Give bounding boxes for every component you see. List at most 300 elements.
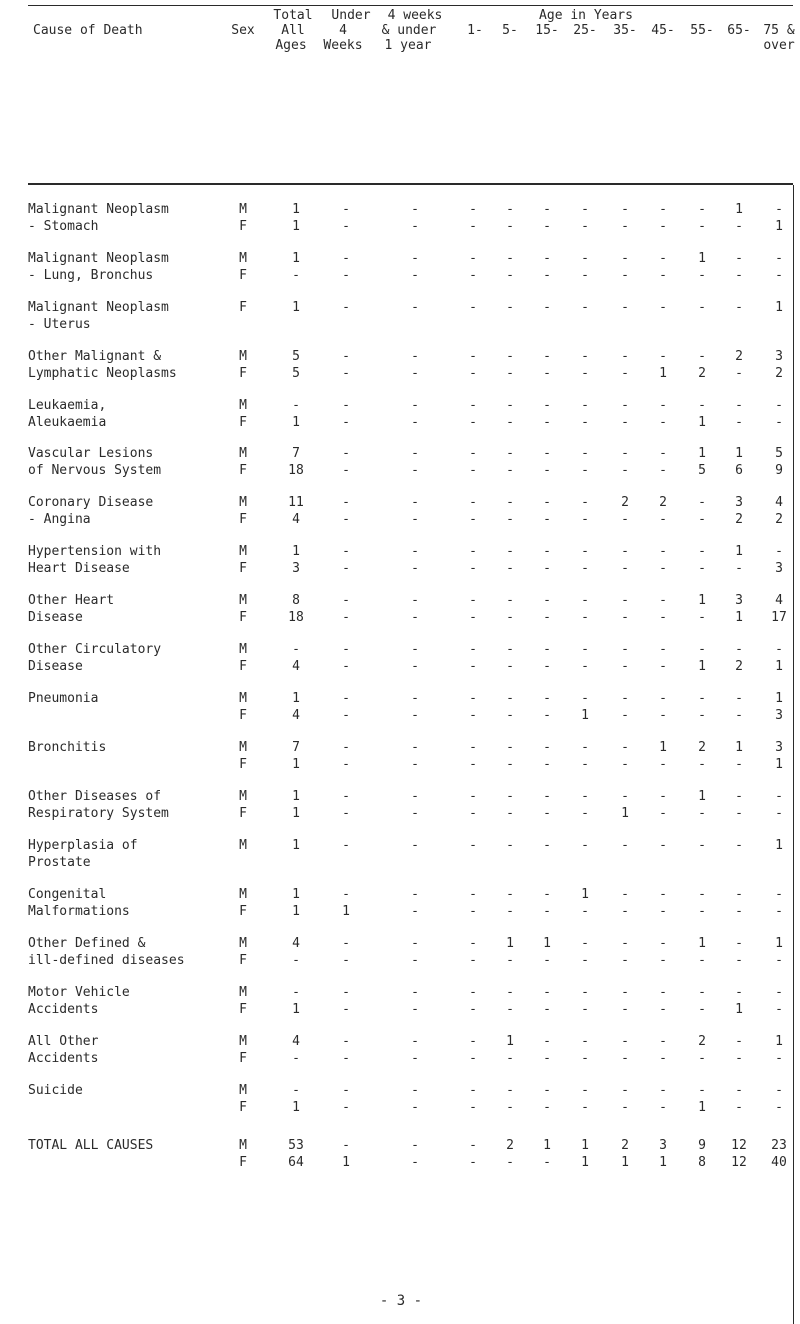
- value-cell: -: [659, 544, 667, 559]
- cause-label: Vascular Lesions: [28, 446, 154, 461]
- value-cell: -: [342, 544, 350, 559]
- cause-label: Coronary Disease: [28, 495, 154, 510]
- value-cell: -: [411, 1100, 419, 1115]
- header-under1y-line2: & under: [381, 23, 437, 38]
- value-cell: -: [698, 512, 706, 527]
- value-cell: -: [698, 953, 706, 968]
- value-cell: -: [543, 512, 551, 527]
- value-cell: -: [621, 446, 629, 461]
- value-cell: -: [411, 1002, 419, 1017]
- value-cell: -: [543, 708, 551, 723]
- sex-cell: M: [239, 593, 247, 608]
- value-cell: -: [411, 757, 419, 772]
- value-cell: -: [543, 1100, 551, 1115]
- value-cell: 3: [775, 561, 783, 576]
- value-cell: -: [621, 708, 629, 723]
- value-cell: -: [581, 251, 589, 266]
- value-cell: -: [581, 806, 589, 821]
- value-cell: -: [621, 936, 629, 951]
- sex-cell: M: [239, 642, 247, 657]
- value-cell: -: [735, 1100, 743, 1115]
- header-cause-of-death: Cause of Death: [33, 23, 143, 38]
- value-cell: -: [659, 904, 667, 919]
- value-cell: -: [621, 1051, 629, 1066]
- value-cell: -: [581, 610, 589, 625]
- cause-label: Prostate: [28, 855, 91, 870]
- cause-label: - Lung, Bronchus: [28, 268, 154, 283]
- value-cell: -: [543, 398, 551, 413]
- value-cell: -: [698, 561, 706, 576]
- value-cell: 1: [621, 1155, 629, 1170]
- value-cell: -: [506, 610, 514, 625]
- value-cell: -: [543, 757, 551, 772]
- value-cell: -: [506, 691, 514, 706]
- value-cell: -: [342, 985, 350, 1000]
- sex-cell: F: [239, 300, 247, 315]
- value-cell: -: [698, 300, 706, 315]
- value-cell: -: [411, 936, 419, 951]
- value-cell: -: [698, 757, 706, 772]
- value-cell: -: [506, 593, 514, 608]
- sex-cell: M: [239, 495, 247, 510]
- value-cell: 3: [775, 740, 783, 755]
- value-cell: -: [342, 561, 350, 576]
- value-cell: -: [698, 268, 706, 283]
- header-age-45: 45-: [651, 23, 675, 38]
- value-cell: -: [621, 512, 629, 527]
- sex-cell: M: [239, 349, 247, 364]
- value-cell: 1: [775, 659, 783, 674]
- sex-cell: F: [239, 1002, 247, 1017]
- value-cell: -: [342, 349, 350, 364]
- value-cell: -: [581, 642, 589, 657]
- value-cell: -: [411, 708, 419, 723]
- value-cell: -: [411, 349, 419, 364]
- value-cell: -: [292, 985, 300, 1000]
- value-cell: -: [506, 838, 514, 853]
- value-cell: -: [506, 887, 514, 902]
- sex-cell: M: [239, 985, 247, 1000]
- value-cell: -: [506, 366, 514, 381]
- value-cell: -: [411, 202, 419, 217]
- value-cell: -: [543, 1155, 551, 1170]
- cause-label: Malformations: [28, 904, 130, 919]
- value-cell: -: [621, 610, 629, 625]
- value-cell: -: [659, 1100, 667, 1115]
- value-cell: -: [543, 202, 551, 217]
- value-cell: -: [621, 544, 629, 559]
- value-cell: -: [469, 512, 477, 527]
- value-cell: -: [469, 838, 477, 853]
- value-cell: -: [543, 806, 551, 821]
- value-cell: -: [735, 691, 743, 706]
- value-cell: -: [543, 838, 551, 853]
- value-cell: -: [659, 708, 667, 723]
- value-cell: -: [411, 904, 419, 919]
- value-cell: -: [659, 789, 667, 804]
- header-age-35: 35-: [613, 23, 637, 38]
- value-cell: -: [735, 251, 743, 266]
- value-cell: 1: [621, 806, 629, 821]
- value-cell: -: [775, 544, 783, 559]
- value-cell: -: [581, 1034, 589, 1049]
- value-cell: -: [506, 415, 514, 430]
- value-cell: 1: [735, 1002, 743, 1017]
- value-cell: 18: [288, 610, 304, 625]
- value-cell: -: [735, 757, 743, 772]
- header-under4w-line1: Under: [331, 8, 371, 23]
- value-cell: -: [342, 251, 350, 266]
- value-cell: -: [659, 251, 667, 266]
- value-cell: 1: [735, 740, 743, 755]
- sex-cell: F: [239, 904, 247, 919]
- value-cell: -: [342, 593, 350, 608]
- cause-label: Accidents: [28, 1051, 99, 1066]
- value-cell: -: [581, 691, 589, 706]
- value-cell: -: [775, 1100, 783, 1115]
- value-cell: -: [543, 904, 551, 919]
- value-cell: -: [775, 251, 783, 266]
- value-cell: -: [469, 219, 477, 234]
- value-cell: 1: [775, 757, 783, 772]
- value-cell: -: [411, 446, 419, 461]
- value-cell: 9: [775, 463, 783, 478]
- value-cell: -: [506, 1100, 514, 1115]
- cause-label: Hypertension with: [28, 544, 162, 559]
- sex-cell: F: [239, 463, 247, 478]
- value-cell: 8: [292, 593, 300, 608]
- cause-label: Pneumonia: [28, 691, 99, 706]
- value-cell: -: [411, 463, 419, 478]
- value-cell: -: [506, 398, 514, 413]
- value-cell: 1: [581, 708, 589, 723]
- value-cell: 5: [775, 446, 783, 461]
- cause-label: Malignant Neoplasm: [28, 202, 169, 217]
- value-cell: 1: [581, 887, 589, 902]
- value-cell: -: [621, 349, 629, 364]
- value-cell: -: [342, 610, 350, 625]
- value-cell: 4: [775, 593, 783, 608]
- value-cell: 1: [292, 1100, 300, 1115]
- value-cell: 7: [292, 740, 300, 755]
- value-cell: 9: [698, 1138, 706, 1153]
- header-rule: [28, 183, 793, 185]
- header-age-in-years: Age in Years: [539, 8, 633, 23]
- value-cell: -: [659, 985, 667, 1000]
- value-cell: -: [735, 1034, 743, 1049]
- value-cell: 1: [698, 789, 706, 804]
- value-cell: -: [698, 495, 706, 510]
- header-over: over: [763, 38, 795, 53]
- value-cell: -: [506, 806, 514, 821]
- value-cell: 1: [698, 936, 706, 951]
- value-cell: -: [506, 1083, 514, 1098]
- value-cell: -: [621, 1100, 629, 1115]
- value-cell: 2: [659, 495, 667, 510]
- sex-cell: F: [239, 512, 247, 527]
- value-cell: -: [543, 740, 551, 755]
- value-cell: -: [698, 985, 706, 1000]
- value-cell: -: [543, 593, 551, 608]
- value-cell: -: [292, 398, 300, 413]
- sex-cell: M: [239, 1083, 247, 1098]
- value-cell: -: [621, 593, 629, 608]
- cause-label: All Other: [28, 1034, 99, 1049]
- value-cell: -: [469, 415, 477, 430]
- value-cell: -: [342, 789, 350, 804]
- cause-label: Disease: [28, 610, 83, 625]
- value-cell: -: [659, 887, 667, 902]
- cause-label: Other Heart: [28, 593, 115, 608]
- value-cell: -: [342, 936, 350, 951]
- value-cell: -: [342, 300, 350, 315]
- value-cell: 1: [775, 838, 783, 853]
- value-cell: -: [411, 398, 419, 413]
- sex-cell: F: [239, 268, 247, 283]
- value-cell: -: [411, 1155, 419, 1170]
- value-cell: -: [659, 838, 667, 853]
- value-cell: -: [411, 691, 419, 706]
- cause-label: Respiratory System: [28, 806, 169, 821]
- value-cell: -: [775, 1083, 783, 1098]
- value-cell: -: [659, 268, 667, 283]
- value-cell: 4: [292, 512, 300, 527]
- value-cell: -: [411, 251, 419, 266]
- value-cell: -: [581, 1100, 589, 1115]
- value-cell: -: [581, 593, 589, 608]
- value-cell: -: [698, 708, 706, 723]
- cause-label: - Angina: [28, 512, 91, 527]
- value-cell: 1: [292, 838, 300, 853]
- value-cell: -: [469, 806, 477, 821]
- page-number: - 3 -: [379, 1293, 423, 1309]
- value-cell: -: [581, 561, 589, 576]
- header-sex: Sex: [231, 23, 255, 38]
- value-cell: 1: [735, 446, 743, 461]
- value-cell: -: [469, 544, 477, 559]
- value-cell: -: [506, 300, 514, 315]
- value-cell: 1: [292, 202, 300, 217]
- value-cell: -: [735, 985, 743, 1000]
- value-cell: 4: [292, 1034, 300, 1049]
- value-cell: -: [581, 838, 589, 853]
- value-cell: -: [342, 642, 350, 657]
- value-cell: -: [469, 708, 477, 723]
- value-cell: -: [469, 904, 477, 919]
- value-cell: 1: [292, 544, 300, 559]
- value-cell: -: [698, 219, 706, 234]
- value-cell: -: [735, 415, 743, 430]
- value-cell: 1: [698, 415, 706, 430]
- value-cell: -: [469, 593, 477, 608]
- value-cell: 1: [698, 1100, 706, 1115]
- value-cell: 4: [292, 708, 300, 723]
- cause-label: Other Malignant &: [28, 349, 162, 364]
- value-cell: 53: [288, 1138, 304, 1153]
- header-under4w-line2: 4: [339, 23, 347, 38]
- value-cell: 1: [292, 691, 300, 706]
- sex-cell: F: [239, 219, 247, 234]
- value-cell: -: [469, 268, 477, 283]
- value-cell: 18: [288, 463, 304, 478]
- value-cell: -: [698, 838, 706, 853]
- cause-label: Congenital: [28, 887, 107, 902]
- cause-label: Malignant Neoplasm: [28, 300, 169, 315]
- value-cell: -: [411, 1138, 419, 1153]
- value-cell: -: [342, 757, 350, 772]
- value-cell: -: [698, 1051, 706, 1066]
- sex-cell: M: [239, 1138, 247, 1153]
- value-cell: -: [698, 806, 706, 821]
- value-cell: -: [342, 1083, 350, 1098]
- value-cell: -: [659, 1083, 667, 1098]
- value-cell: -: [469, 1155, 477, 1170]
- value-cell: -: [659, 953, 667, 968]
- value-cell: -: [411, 495, 419, 510]
- value-cell: 1: [698, 251, 706, 266]
- value-cell: -: [581, 904, 589, 919]
- value-cell: 2: [621, 495, 629, 510]
- value-cell: -: [469, 446, 477, 461]
- cause-label: Other Circulatory: [28, 642, 162, 657]
- value-cell: -: [621, 642, 629, 657]
- value-cell: 5: [292, 366, 300, 381]
- value-cell: -: [342, 740, 350, 755]
- value-cell: -: [581, 349, 589, 364]
- value-cell: -: [543, 659, 551, 674]
- value-cell: 3: [659, 1138, 667, 1153]
- value-cell: -: [698, 544, 706, 559]
- sex-cell: M: [239, 936, 247, 951]
- value-cell: 1: [292, 300, 300, 315]
- value-cell: -: [411, 1034, 419, 1049]
- value-cell: -: [469, 1034, 477, 1049]
- value-cell: -: [621, 366, 629, 381]
- value-cell: -: [469, 642, 477, 657]
- value-cell: -: [469, 659, 477, 674]
- value-cell: -: [775, 953, 783, 968]
- value-cell: -: [342, 887, 350, 902]
- sex-cell: F: [239, 561, 247, 576]
- value-cell: 2: [506, 1138, 514, 1153]
- value-cell: -: [621, 463, 629, 478]
- value-cell: -: [581, 740, 589, 755]
- sex-cell: F: [239, 1155, 247, 1170]
- value-cell: -: [506, 904, 514, 919]
- cause-label: Motor Vehicle: [28, 985, 130, 1000]
- value-cell: -: [342, 953, 350, 968]
- header-total-line2: All: [281, 23, 305, 38]
- value-cell: -: [581, 202, 589, 217]
- value-cell: -: [621, 1083, 629, 1098]
- value-cell: -: [543, 561, 551, 576]
- value-cell: 11: [288, 495, 304, 510]
- value-cell: -: [581, 268, 589, 283]
- cause-label: Suicide: [28, 1083, 83, 1098]
- header-age-25: 25-: [573, 23, 597, 38]
- value-cell: -: [659, 1034, 667, 1049]
- value-cell: -: [659, 610, 667, 625]
- cause-label: Lymphatic Neoplasms: [28, 366, 177, 381]
- value-cell: -: [659, 561, 667, 576]
- value-cell: 1: [292, 887, 300, 902]
- value-cell: -: [342, 1051, 350, 1066]
- value-cell: -: [735, 838, 743, 853]
- value-cell: -: [469, 561, 477, 576]
- value-cell: -: [581, 300, 589, 315]
- value-cell: 7: [292, 446, 300, 461]
- value-cell: -: [581, 398, 589, 413]
- value-cell: -: [469, 757, 477, 772]
- value-cell: -: [775, 806, 783, 821]
- value-cell: 1: [342, 904, 350, 919]
- value-cell: 64: [288, 1155, 304, 1170]
- value-cell: -: [659, 202, 667, 217]
- sex-cell: F: [239, 1100, 247, 1115]
- value-cell: -: [621, 268, 629, 283]
- value-cell: -: [621, 691, 629, 706]
- value-cell: -: [506, 642, 514, 657]
- value-cell: -: [411, 985, 419, 1000]
- value-cell: -: [735, 1083, 743, 1098]
- value-cell: 6: [735, 463, 743, 478]
- value-cell: -: [292, 1083, 300, 1098]
- value-cell: 8: [698, 1155, 706, 1170]
- cause-label: Disease: [28, 659, 83, 674]
- value-cell: -: [411, 1051, 419, 1066]
- value-cell: -: [581, 953, 589, 968]
- sex-cell: F: [239, 610, 247, 625]
- value-cell: -: [698, 691, 706, 706]
- value-cell: -: [469, 366, 477, 381]
- value-cell: -: [342, 398, 350, 413]
- value-cell: -: [292, 953, 300, 968]
- value-cell: -: [659, 593, 667, 608]
- value-cell: -: [506, 202, 514, 217]
- value-cell: -: [543, 610, 551, 625]
- value-cell: -: [342, 1002, 350, 1017]
- value-cell: -: [469, 610, 477, 625]
- value-cell: 3: [775, 708, 783, 723]
- value-cell: -: [469, 740, 477, 755]
- value-cell: -: [659, 463, 667, 478]
- sex-cell: M: [239, 838, 247, 853]
- value-cell: -: [411, 789, 419, 804]
- value-cell: -: [775, 415, 783, 430]
- value-cell: -: [735, 953, 743, 968]
- sex-cell: M: [239, 1034, 247, 1049]
- header-age-65: 65-: [727, 23, 751, 38]
- value-cell: -: [342, 659, 350, 674]
- value-cell: 1: [659, 1155, 667, 1170]
- value-cell: -: [621, 757, 629, 772]
- value-cell: 1: [292, 789, 300, 804]
- sex-cell: F: [239, 1051, 247, 1066]
- value-cell: -: [411, 953, 419, 968]
- value-cell: 1: [292, 251, 300, 266]
- value-cell: -: [506, 985, 514, 1000]
- value-cell: -: [735, 366, 743, 381]
- value-cell: -: [543, 366, 551, 381]
- value-cell: -: [469, 1083, 477, 1098]
- value-cell: -: [469, 1100, 477, 1115]
- value-cell: -: [735, 708, 743, 723]
- value-cell: 1: [659, 366, 667, 381]
- value-cell: 17: [771, 610, 787, 625]
- value-cell: -: [469, 463, 477, 478]
- sex-cell: M: [239, 691, 247, 706]
- value-cell: -: [543, 1051, 551, 1066]
